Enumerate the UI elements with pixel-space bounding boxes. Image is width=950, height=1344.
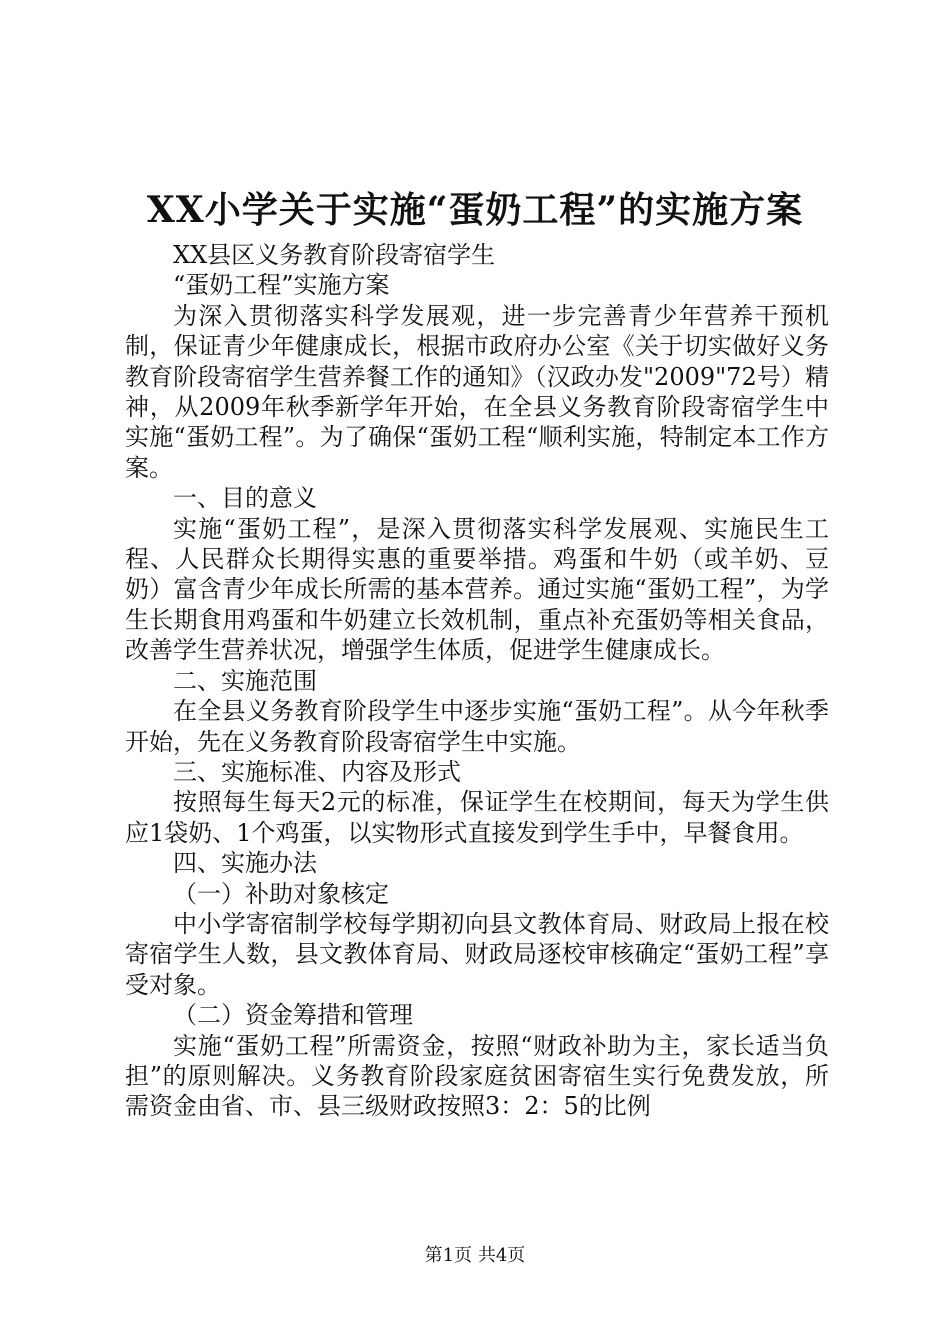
document-title: XX小学关于实施“蛋奶工程”的实施方案 [146, 189, 804, 231]
section-heading-standard: 三、实施标准、内容及形式 [173, 757, 461, 786]
section-heading-purpose: 一、目的意义 [173, 484, 317, 513]
section-body-purpose: 实施“蛋奶工程”，是深入贯彻落实科学发展观、实施民生工程、人民群众长期得实惠的重要举措。鸡蛋和牛奶（或羊奶、豆奶）富含青少年成长所需的基本营养。通过实施“蛋奶工程”，为学生长期食用鸡蛋和牛奶建立长效机制，重点补充蛋奶等相关食品，改善学生营养状况，增强学生体质，促进学生健康成长。 [125, 514, 829, 665]
intro-paragraph: 为深入贯彻落实科学发展观，进一步完善青少年营养干预机制，保证青少年健康成长，根据市政府办公室《关于切实做好义务教育阶段寄宿学生营养餐工作的通知》（汉政办发"2009"72号）精神，从2009年秋季新学年开始，在全县义务教育阶段寄宿学生中实施“蛋奶工程”。为了确保“蛋奶工程“顺利实施，特制定本工作方案。 [125, 301, 829, 482]
subsection-heading-recipients: （一）补助对象核定 [173, 879, 389, 908]
document-body [125, 240, 829, 1122]
page-number-footer: 第1页 共4页 [424, 1245, 526, 1266]
subtitle-line-2: “蛋奶工程”实施方案 [173, 271, 390, 300]
section-heading-method: 四、实施办法 [173, 849, 317, 878]
subtitle-line-1: XX县区义务教育阶段寄宿学生 [173, 241, 496, 269]
subsection-body-recipients: 中小学寄宿制学校每学期初向县文教体育局、财政局上报在校寄宿学生人数，县文教体育局、财政局逐校审核确定“蛋奶工程”享受对象。 [125, 909, 829, 999]
section-body-standard: 按照每生每天2元的标准，保证学生在校期间，每天为学生供应1袋奶、1个鸡蛋，以实物形式直接发到学生手中，早餐食用。 [125, 788, 829, 847]
section-heading-scope: 二、实施范围 [173, 666, 317, 695]
subsection-body-funding: 实施“蛋奶工程”所需资金，按照“财政补助为主，家长适当负担”的原则解决。义务教育阶段家庭贫困寄宿生实行免费发放，所需资金由省、市、县三级财政按照3：2：5的比例 [125, 1031, 829, 1121]
section-body-scope: 在全县义务教育阶段学生中逐步实施“蛋奶工程”。从今年秋季开始，先在义务教育阶段寄宿学生中实施。 [125, 697, 829, 756]
subsection-heading-funding: （二）资金筹措和管理 [173, 1001, 413, 1030]
